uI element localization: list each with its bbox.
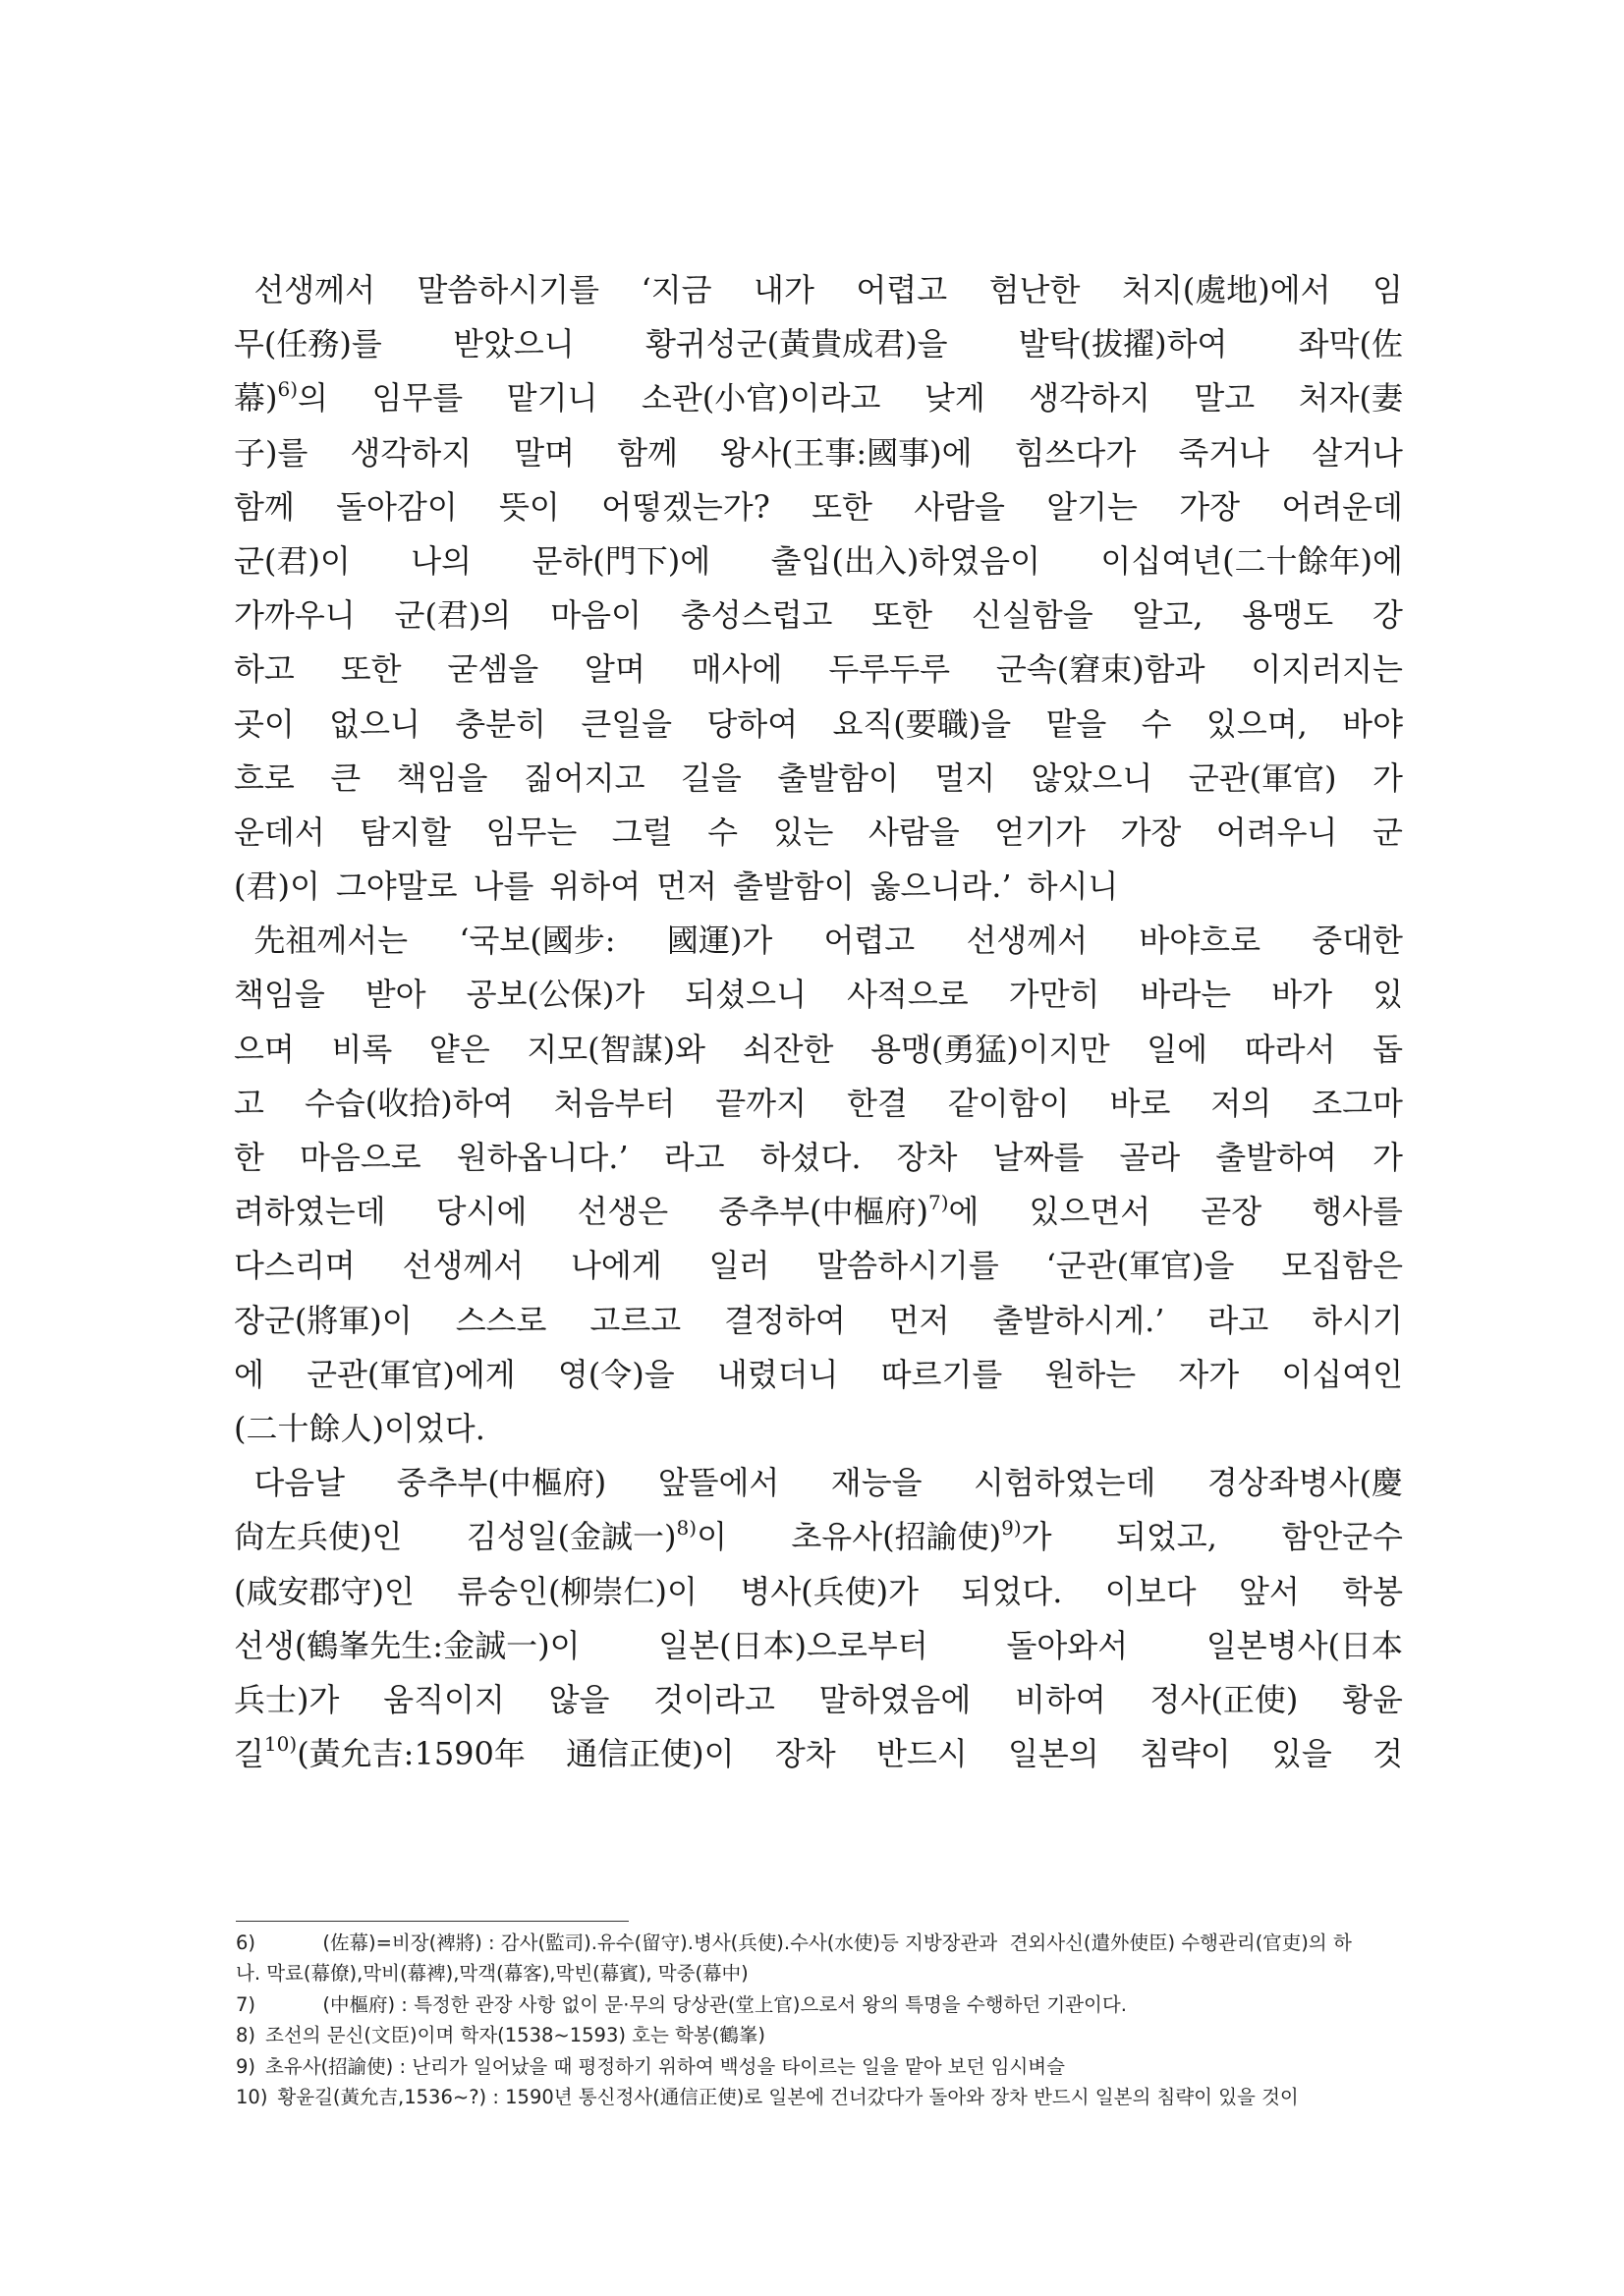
body-word: 낮게 [924, 379, 985, 418]
body-word: 장차 [896, 1139, 958, 1176]
footnote-ref[interactable]: 10) [263, 1732, 298, 1757]
body-word: 어려운데 [1281, 487, 1403, 526]
body-word: 선생(鶴峯先生:金誠一)이 [234, 1626, 581, 1664]
body-word: 고 [234, 1084, 264, 1122]
body-word: 힘쓰다가 [1014, 433, 1137, 472]
footnote-item [236, 2051, 1405, 2082]
body-word: 장차 [774, 1735, 836, 1773]
body-word: 되셨으니 [685, 976, 807, 1014]
body-word: 끝까지 [715, 1084, 807, 1122]
body-word: 에 [234, 1355, 264, 1393]
body-line [234, 426, 1403, 480]
body-word: (咸安郡守)인 [234, 1572, 415, 1610]
body-word: 앞서 [1238, 1572, 1300, 1610]
body-word: 당시에 [435, 1193, 528, 1231]
footnote-item [236, 1928, 1405, 1958]
body-line [234, 1619, 1403, 1673]
body-word: 중추부(中樞府)$^{7)}$에 [718, 1190, 980, 1231]
body-word: 두루두루 [828, 650, 951, 689]
body-word: 행사를 [1312, 1193, 1403, 1231]
body-word: 군관(軍官)에게 [307, 1355, 516, 1393]
body-word: 알며 [585, 650, 645, 689]
body-word: 있는 [772, 812, 834, 851]
body-word: 가 [1372, 758, 1403, 797]
body-word: 얻기가 [994, 812, 1086, 851]
body-word: 尙左兵使)인 [234, 1518, 403, 1556]
footnote-text: 조선의 문신(文臣)이며 학자(1538~1593) 호는 학봉(鶴峯) [265, 2024, 765, 2047]
body-line [234, 914, 1403, 968]
body-word: 마음으로 [300, 1139, 421, 1176]
footnote-item [236, 1989, 1405, 2020]
body-word: 영(令)을 [557, 1355, 675, 1393]
body-word: 말씀하시기를 [417, 271, 599, 308]
body-line [234, 1456, 1403, 1510]
body-word: 돕 [1372, 1030, 1403, 1068]
footnote-item [236, 2082, 1405, 2112]
body-word: 왕사(王事:國事)에 [720, 433, 973, 472]
body-word: 함께 [234, 487, 295, 526]
body-word: 쇠잔한 [742, 1030, 834, 1068]
body-line [234, 480, 1403, 534]
body-word: 하고 [234, 650, 295, 689]
body-word: 류숭인(柳崇仁)이 [457, 1572, 698, 1610]
body-word: 나를 [473, 868, 534, 906]
footnote-number: 10) [236, 2086, 268, 2109]
body-word: 바야 [1342, 704, 1403, 743]
body-line [234, 317, 1403, 371]
body-word: 출발하여 [1215, 1139, 1337, 1176]
body-word: 가장 [1120, 812, 1182, 851]
body-line [234, 1402, 1403, 1456]
body-line [234, 263, 1403, 317]
body-word: 다음날 [253, 1464, 346, 1502]
body-line [234, 860, 1403, 914]
body-word: 있으면서 [1029, 1193, 1151, 1231]
body-line [234, 1185, 1403, 1239]
body-word: 또한 [871, 596, 933, 635]
body-word: 先祖께서는 [253, 922, 409, 960]
body-word: 함안군수 [1281, 1518, 1403, 1556]
body-line [234, 1565, 1403, 1619]
body-word: 이보다 [1104, 1572, 1197, 1610]
body-word: 조그마 [1312, 1084, 1403, 1122]
body-word: 내렸더니 [716, 1355, 839, 1393]
body-word: 않을 [548, 1680, 610, 1718]
body-word: 군속(窘束)함과 [995, 650, 1205, 689]
body-word: 고르고 [589, 1301, 682, 1339]
body-word: 子)를 [234, 433, 308, 472]
body-word: 바로 [1109, 1084, 1171, 1122]
body-word: 이십여인 [1281, 1355, 1403, 1393]
body-word: 國運)가 [666, 922, 773, 960]
body-word: 다스리며 [234, 1247, 356, 1285]
body-word: 선생께서 [966, 922, 1089, 960]
body-word: 굳셈을 [447, 650, 539, 689]
body-text [234, 263, 1403, 1781]
body-word: 않았으니 [1031, 758, 1153, 797]
body-word: 소관(小官)이라고 [641, 379, 881, 418]
body-word: 내가 [754, 271, 814, 308]
footnote-text: 황윤길(黃允吉,1536~?) : 1590년 통신정사(通信正使)로 일본에 건너갔다가 돌아와 장차 반드시 일본의 침략이 있을 것이 [277, 2086, 1299, 2109]
body-word: 탐지할 [360, 812, 452, 851]
body-word: 그야말로 [335, 868, 458, 906]
body-word: 큰일을 [581, 704, 673, 743]
body-word: 말씀하시기를 [816, 1247, 999, 1285]
body-word: 책임을 [396, 758, 488, 797]
footnote-ref[interactable]: 9) [1001, 1515, 1022, 1540]
body-word: 시험하였는데 [973, 1464, 1156, 1502]
body-word: 함께 [617, 433, 678, 472]
body-word: 따르기를 [880, 1355, 1003, 1393]
body-word: 초유사(招諭使)$^{9)}$가 [791, 1515, 1052, 1556]
body-word: 어렵고 [856, 271, 948, 308]
body-word: 책임을 [234, 976, 325, 1014]
body-word: 한결 [847, 1084, 908, 1122]
body-word: 학봉 [1342, 1572, 1403, 1610]
body-word: 바야흐로 [1139, 922, 1260, 960]
body-word: 황윤 [1342, 1680, 1403, 1718]
body-word: 결정하여 [724, 1301, 846, 1339]
footnote-text: 나. 막료(幕僚),막비(幕裨),막객(幕客),막빈(幕賓), 막중(幕中) [236, 1962, 749, 1986]
body-word: 나의 [411, 541, 473, 580]
body-word: 운데서 [234, 812, 325, 851]
body-word: 없으니 [329, 704, 420, 743]
body-word: (君)이 [234, 868, 320, 906]
footnote-separator [236, 1921, 629, 1922]
body-word: 곳이 [234, 704, 295, 743]
body-word: 말고 [1194, 379, 1256, 418]
body-word: 위하여 [549, 868, 642, 906]
body-line [234, 698, 1403, 752]
body-word: 알고, [1132, 596, 1204, 635]
body-word: 경상좌병사(慶 [1206, 1464, 1403, 1502]
body-word: 또한 [812, 487, 872, 526]
footnote-item [236, 2020, 1405, 2050]
body-word: 생각하지 [1029, 379, 1150, 418]
body-word: 하시기 [1312, 1301, 1403, 1339]
body-word: 나에게 [571, 1247, 662, 1285]
body-word: 있 [1372, 976, 1403, 1014]
body-word: 한 [234, 1139, 264, 1176]
body-word: 처지(處地)에서 [1121, 271, 1331, 308]
body-word: 재능을 [830, 1464, 923, 1502]
body-word: 뜻이 [499, 487, 560, 526]
body-word: 출발함이 [732, 868, 855, 906]
body-word: 사적으로 [847, 976, 969, 1014]
body-word: 임무를 [371, 379, 464, 418]
footnote-number: 8) [236, 2024, 256, 2047]
body-word: 어려우니 [1215, 812, 1338, 851]
body-line [234, 1510, 1403, 1564]
body-word: 곧장 [1201, 1193, 1262, 1231]
body-word: 라고 [1207, 1301, 1269, 1339]
body-word: 임무는 [485, 812, 578, 851]
footnote-ref[interactable]: 6) [277, 376, 299, 401]
body-word: 생각하지 [350, 433, 473, 472]
body-word: 兵士)가 [234, 1680, 340, 1718]
body-word: 말며 [514, 433, 576, 472]
body-word: 침략이 [1139, 1735, 1231, 1773]
body-word: 무(任務)를 [234, 325, 382, 364]
body-line [234, 1673, 1403, 1727]
body-word: 하시니 [1027, 868, 1119, 906]
body-line [234, 1131, 1403, 1185]
body-word: 출입(出入)하였음이 [770, 541, 1041, 580]
body-word: 험난한 [988, 271, 1081, 308]
body-word: 당하여 [706, 704, 799, 743]
body-word: 군관(軍官) [1188, 758, 1337, 797]
body-word: 비하여 [1015, 1680, 1106, 1718]
body-word: 일본병사(日本 [1205, 1626, 1403, 1664]
body-word: 일에 [1147, 1030, 1208, 1068]
body-word: 충분히 [455, 704, 546, 743]
footnotes [236, 1928, 1405, 2112]
body-word: 김성일(金誠一)$^{8)}$이 [466, 1515, 727, 1556]
body-word: 같이함이 [947, 1084, 1070, 1122]
body-line [234, 643, 1403, 697]
footnote-number: 6) [236, 1932, 256, 1954]
body-word: ‘지금 [641, 271, 712, 308]
body-word: 어렵고 [823, 922, 916, 960]
body-word: 정사(正使) [1149, 1680, 1299, 1718]
body-line [234, 534, 1403, 588]
body-word: 모집함은 [1281, 1247, 1403, 1285]
body-word: 알기는 [1046, 487, 1138, 526]
body-word: 황귀성군(黃貴成君)을 [644, 325, 948, 364]
body-word: 용맹(勇猛)이지만 [870, 1030, 1110, 1068]
body-word: 저의 [1210, 1084, 1272, 1122]
body-line [234, 806, 1403, 860]
body-word: 앞뜰에서 [657, 1464, 780, 1502]
body-word: 짊어지고 [523, 758, 645, 797]
body-word: 길을 [680, 758, 742, 797]
body-line [234, 1077, 1403, 1131]
footnote-item [236, 1958, 1405, 1988]
body-word: 일본(日本)으로부터 [658, 1626, 928, 1664]
body-word: 수 [1141, 704, 1172, 743]
body-word: 것 [1372, 1735, 1403, 1773]
body-word: 돌아와서 [1006, 1626, 1129, 1664]
body-word: 먼저 [656, 868, 717, 906]
body-word: 수 [707, 812, 739, 851]
body-word: 병사(兵使)가 [740, 1572, 920, 1610]
body-word: 바라는 [1140, 976, 1232, 1014]
body-word: 선생은 [577, 1193, 669, 1231]
body-word: 것이라고 [653, 1680, 775, 1718]
body-word: 이지러지는 [1251, 650, 1403, 689]
body-word: 장군(將軍)이 [234, 1301, 413, 1339]
body-word: 선생께서 [253, 271, 375, 308]
body-word: 처음부터 [553, 1084, 676, 1122]
body-word: (二十餘人)이었다. [234, 1409, 485, 1447]
body-word: 비록 [331, 1030, 393, 1068]
body-word: 죽거나 [1178, 433, 1270, 472]
body-word: 通信正使)이 [566, 1735, 735, 1773]
body-word: 중대한 [1312, 922, 1403, 960]
body-word: 선생께서 [402, 1247, 525, 1285]
body-word: 있을 [1270, 1735, 1332, 1773]
body-word: 자가 [1178, 1355, 1240, 1393]
body-word: 바가 [1271, 976, 1333, 1014]
body-line [234, 1348, 1403, 1402]
footnote-ref[interactable]: 7) [928, 1190, 949, 1214]
body-word: 길$^{10)}$(黃允吉:1590年 [234, 1732, 526, 1773]
body-word: 임 [1372, 271, 1403, 308]
body-word: 강 [1372, 596, 1403, 635]
body-word: 가 [1372, 1139, 1403, 1176]
body-line [234, 752, 1403, 806]
body-word: 되었고, [1115, 1518, 1217, 1556]
body-word: ‘국보(國步: [459, 922, 616, 960]
body-word: 일러 [708, 1247, 770, 1285]
body-word: 수습(收拾)하여 [304, 1084, 514, 1122]
body-word: 좌막(佐 [1298, 325, 1403, 364]
footnote-ref[interactable]: 8) [676, 1515, 698, 1540]
body-word: 큰 [330, 758, 362, 797]
body-line [234, 1727, 1403, 1781]
body-word: 골라 [1119, 1139, 1181, 1176]
body-word: 가까우니 [234, 596, 356, 635]
body-word: 받았으니 [453, 325, 575, 364]
body-line [234, 1294, 1403, 1348]
body-word: 군(君)의 [394, 596, 512, 635]
body-word: 출발하시게.’ [992, 1301, 1165, 1339]
body-word: 려하였는데 [234, 1193, 386, 1231]
footnote-text: (中樞府) : 특정한 관장 사항 없이 문·무의 당상관(堂上官)으로서 왕의 특명을 수행하던 기관이다. [310, 1992, 1127, 2016]
body-word: 말하였음에 [818, 1680, 972, 1718]
body-word: ‘군관(軍官)을 [1045, 1247, 1235, 1285]
body-word: 옳으니라.’ [869, 868, 1012, 906]
body-word: 따라서 [1244, 1030, 1336, 1068]
body-word: 라고 [663, 1139, 725, 1176]
body-word: 용맹도 [1242, 596, 1334, 635]
body-word: 출발함이 [777, 758, 899, 797]
body-word: 幕)$^{6)}$의 [234, 376, 328, 418]
footnote-number: 7) [236, 1992, 256, 2016]
body-word: 하셨다. [759, 1139, 862, 1176]
body-line [234, 1023, 1403, 1077]
body-word: 요직(要職)을 [832, 704, 1012, 743]
body-line [234, 1239, 1403, 1293]
body-word: 또한 [340, 650, 402, 689]
body-word: 이십여년(二十餘年)에 [1100, 541, 1403, 580]
body-word: 얕은 [428, 1030, 490, 1068]
body-word: 가장 [1179, 487, 1241, 526]
body-word: 문하(門下)에 [532, 541, 711, 580]
footnote-text: 초유사(招諭使) : 난리가 일어났을 때 평정하기 위하여 백성을 타이르는 일을 맡아 보던 임시벼슬 [265, 2054, 1065, 2078]
body-word: 어떻겠는가? [601, 487, 770, 526]
body-word: 매사에 [691, 650, 783, 689]
body-word: 살거나 [1312, 433, 1403, 472]
body-word: 일본의 [1007, 1735, 1099, 1773]
body-word: 군(君)이 [234, 541, 351, 580]
body-word: 중추부(中樞府) [396, 1464, 607, 1502]
body-word: 원하옵니다.’ [456, 1139, 629, 1176]
body-word: 흐로 [234, 758, 295, 797]
body-word: 맡을 [1045, 704, 1107, 743]
body-word: 반드시 [875, 1735, 968, 1773]
body-word: 충성스럽고 [680, 596, 833, 635]
footnote-number: 9) [236, 2054, 256, 2078]
body-word: 있으며, [1205, 704, 1308, 743]
body-word: 지모(智謀)와 [527, 1030, 706, 1068]
body-word: 멀지 [934, 758, 996, 797]
body-word: 으며 [234, 1030, 295, 1068]
body-word: 받아 [364, 976, 426, 1014]
footnote-text: (佐幕)=비장(裨將) : 감사(監司).유수(留守).병사(兵使).수사(水使)등 지방장관과 견외사신(遣外使臣) 수행관리(官吏)의 하 [310, 1932, 1352, 1954]
body-line [234, 968, 1403, 1022]
body-word: 먼저 [888, 1301, 950, 1339]
body-word: 마음이 [550, 596, 642, 635]
body-word: 스스로 [455, 1301, 547, 1339]
body-word: 날짜를 [992, 1139, 1085, 1176]
body-word: 원하는 [1044, 1355, 1137, 1393]
body-word: 맡기니 [506, 379, 598, 418]
body-line [234, 371, 1403, 425]
body-word: 발탁(拔擢)하여 [1018, 325, 1228, 364]
body-word: 사람을 [868, 812, 960, 851]
body-word: 움직이지 [383, 1680, 505, 1718]
body-word: 그럴 [611, 812, 673, 851]
body-word: 사람을 [914, 487, 1005, 526]
body-word: 공보(公保)가 [466, 976, 645, 1014]
body-word: 돌아감이 [336, 487, 458, 526]
body-word: 군 [1372, 812, 1403, 851]
body-word: 신실함을 [971, 596, 1093, 635]
body-word: 되었다. [961, 1572, 1063, 1610]
body-word: 처자(妻 [1298, 379, 1403, 418]
body-word: 가만히 [1008, 976, 1100, 1014]
body-line [234, 588, 1403, 643]
